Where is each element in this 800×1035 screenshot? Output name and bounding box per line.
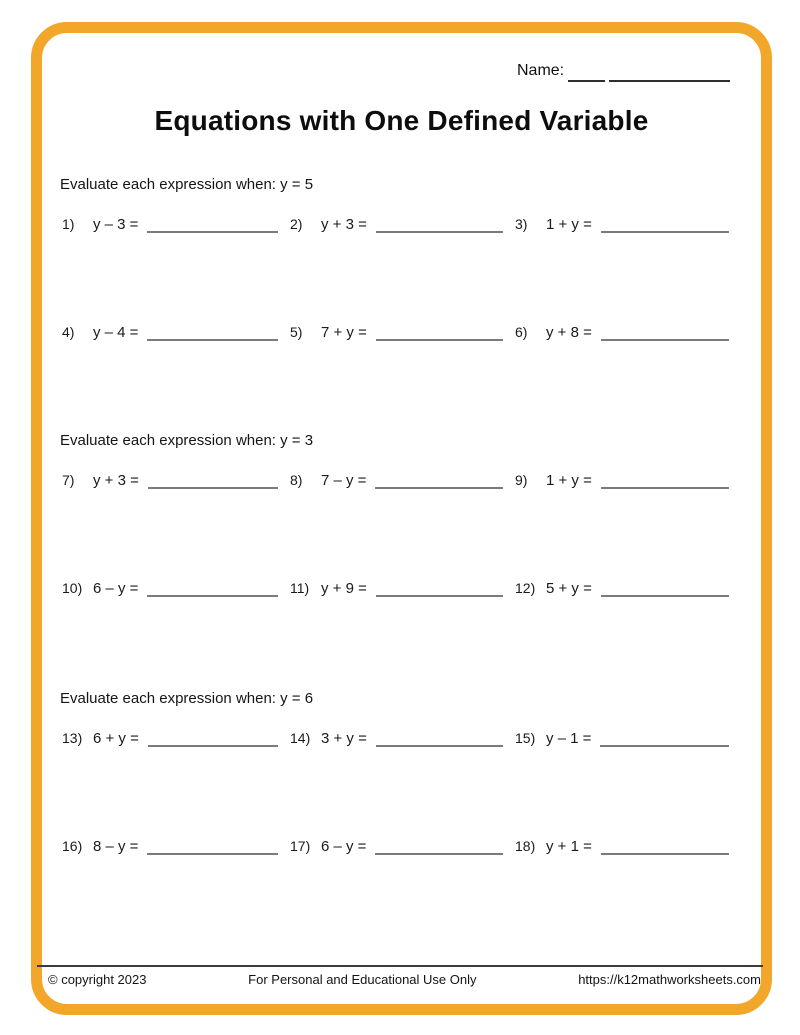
section-instruction: Evaluate each expression when: y = 3 — [60, 432, 314, 449]
problem-18 — [515, 836, 729, 860]
problem-expression: y + 3 = — [321, 216, 367, 233]
problem-6 — [515, 322, 729, 346]
answer-blank[interactable] — [601, 836, 729, 855]
problem-row — [60, 470, 743, 494]
problem-5 — [290, 322, 503, 346]
problem-number: 16) — [62, 838, 83, 854]
problem-3 — [515, 214, 729, 238]
problem-expression: 7 + y = — [321, 324, 367, 341]
footer — [37, 972, 763, 987]
problem-14 — [290, 728, 503, 752]
problem-expression: 1 + y = — [546, 216, 592, 233]
problem-number: 8) — [290, 472, 303, 488]
name-blank[interactable] — [568, 64, 605, 82]
problem-number: 11) — [290, 580, 310, 596]
name-row — [517, 60, 730, 82]
problem-number: 9) — [515, 472, 528, 488]
problem-13 — [62, 728, 278, 752]
name-label: Name: — [517, 62, 565, 79]
answer-blank[interactable] — [376, 578, 503, 597]
problem-expression: y + 8 = — [546, 324, 592, 341]
problem-row — [60, 728, 743, 752]
answer-blank[interactable] — [601, 470, 729, 489]
name-blank[interactable] — [609, 64, 730, 82]
answer-blank[interactable] — [601, 322, 729, 341]
problem-12 — [515, 578, 729, 602]
problem-number: 2) — [290, 216, 303, 232]
problem-9 — [515, 470, 729, 494]
answer-blank[interactable] — [147, 214, 278, 233]
problem-expression: 6 – y = — [321, 838, 367, 855]
answer-blank[interactable] — [375, 836, 503, 855]
problem-8 — [290, 470, 503, 494]
answer-blank[interactable] — [147, 836, 278, 855]
problem-expression: 6 – y = — [93, 580, 139, 597]
problem-row — [60, 836, 743, 860]
problem-7 — [62, 470, 278, 494]
problem-number: 18) — [515, 838, 536, 854]
answer-blank[interactable] — [376, 214, 503, 233]
problem-expression: y – 1 = — [546, 730, 592, 747]
section-instruction: Evaluate each expression when: y = 6 — [60, 690, 314, 707]
answer-blank[interactable] — [148, 728, 278, 747]
problem-expression: 7 – y = — [321, 472, 367, 489]
problem-expression: y – 3 = — [93, 216, 139, 233]
problem-expression: y + 9 = — [321, 580, 367, 597]
answer-blank[interactable] — [375, 470, 503, 489]
problem-expression: 8 – y = — [93, 838, 139, 855]
problem-row — [60, 322, 743, 346]
answer-blank[interactable] — [376, 728, 503, 747]
section-instruction: Evaluate each expression when: y = 5 — [60, 176, 314, 193]
answer-blank[interactable] — [148, 470, 278, 489]
problem-number: 14) — [290, 730, 311, 746]
problem-number: 17) — [290, 838, 311, 854]
problem-number: 10) — [62, 580, 83, 596]
website-link[interactable]: https://k12mathworksheets.com — [578, 972, 761, 987]
answer-blank[interactable] — [376, 322, 503, 341]
problem-17 — [290, 836, 503, 860]
page-title: Equations with One Defined Variable — [154, 105, 649, 136]
problem-number: 13) — [62, 730, 83, 746]
problem-number: 7) — [62, 472, 75, 488]
problem-10 — [62, 578, 278, 602]
answer-blank[interactable] — [600, 728, 729, 747]
problem-row — [60, 214, 743, 238]
answer-blank[interactable] — [601, 214, 729, 233]
problem-16 — [62, 836, 278, 860]
problem-11 — [290, 578, 503, 602]
problem-number: 6) — [515, 324, 528, 340]
answer-blank[interactable] — [147, 578, 278, 597]
problem-expression: 1 + y = — [546, 472, 592, 489]
footer-divider — [37, 965, 763, 967]
copyright-text: © copyright 2023 — [48, 972, 147, 987]
problem-expression: y + 1 = — [546, 838, 592, 855]
problem-number: 5) — [290, 324, 303, 340]
problem-number: 3) — [515, 216, 528, 232]
problem-expression: y – 4 = — [93, 324, 139, 341]
problem-4 — [62, 322, 278, 346]
problem-number: 1) — [62, 216, 75, 232]
answer-blank[interactable] — [147, 322, 278, 341]
problem-expression: 3 + y = — [321, 730, 367, 747]
problem-number: 15) — [515, 730, 536, 746]
problem-2 — [290, 214, 503, 238]
problem-number: 4) — [62, 324, 75, 340]
page-border-frame — [31, 22, 772, 1015]
problem-1 — [62, 214, 278, 238]
problem-expression: 5 + y = — [546, 580, 592, 597]
problem-expression: y + 3 = — [93, 472, 139, 489]
answer-blank[interactable] — [601, 578, 729, 597]
problem-number: 12) — [515, 580, 536, 596]
problem-row — [60, 578, 743, 602]
usage-text: For Personal and Educational Use Only — [248, 972, 477, 987]
problem-expression: 6 + y = — [93, 730, 139, 747]
problem-15 — [515, 728, 729, 752]
